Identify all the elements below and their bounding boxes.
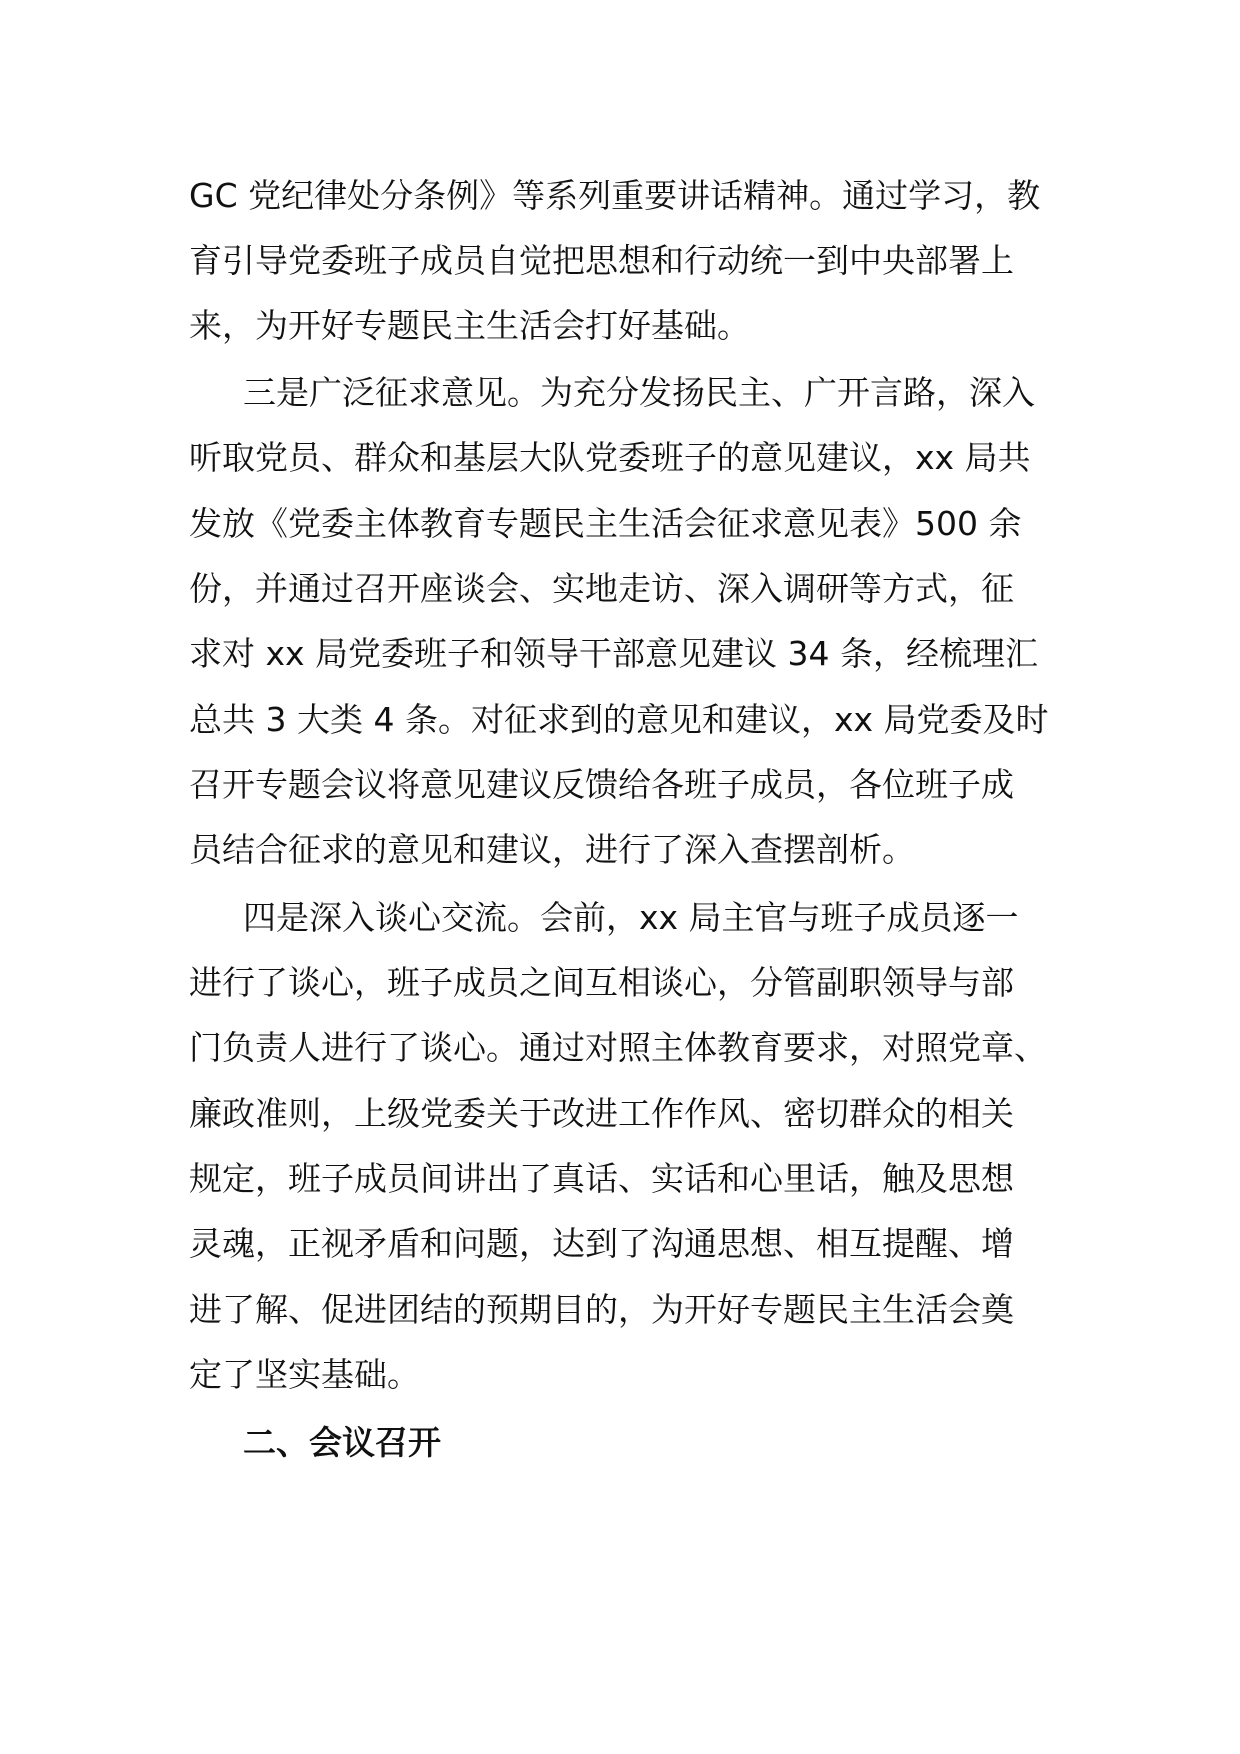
text-line: 定了坚实基础。 [189,1355,420,1394]
text-line: 份，并通过召开座谈会、实地走访、深入调研等方式，征 [189,569,1014,608]
text-line: 进了解、促进团结的预期目的，为开好专题民主生活会奠 [189,1290,1014,1329]
text-line: 召开专题会议将意见建议反馈给各班子成员，各位班子成 [189,765,1014,804]
section-heading: 二、会议召开 [243,1423,441,1462]
text-line: 来，为开好专题民主生活会打好基础。 [189,306,750,345]
text-line: 求对 xx 局党委班子和领导干部意见建议 34 条，经梳理汇 [189,634,1039,673]
paragraph-start-line: 四是深入谈心交流。会前，xx 局主官与班子成员逐一 [243,898,1019,937]
text-line: GC 党纪律处分条例》等系列重要讲话精神。通过学习，教 [189,176,1041,215]
paragraph-start-line: 三是广泛征求意见。为充分发扬民主、广开言路，深入 [243,373,1035,412]
text-line: 发放《党委主体教育专题民主生活会征求意见表》500 余 [189,504,1022,543]
text-line: 育引导党委班子成员自觉把思想和行动统一到中央部署上 [189,241,1014,280]
text-line: 总共 3 大类 4 条。对征求到的意见和建议，xx 局党委及时 [189,700,1049,739]
text-line: 规定，班子成员间讲出了真话、实话和心里话，触及思想 [189,1159,1014,1198]
text-line: 灵魂，正视矛盾和问题，达到了沟通思想、相互提醒、增 [189,1224,1014,1263]
text-line: 门负责人进行了谈心。通过对照主体教育要求，对照党章、 [189,1028,1047,1067]
text-line: 听取党员、群众和基层大队党委班子的意见建议，xx 局共 [189,438,1031,477]
text-line: 廉政准则，上级党委关于改进工作作风、密切群众的相关 [189,1094,1014,1133]
text-line: 员结合征求的意见和建议，进行了深入查摆剖析。 [189,830,915,869]
text-line: 进行了谈心，班子成员之间互相谈心，分管副职领导与部 [189,963,1014,1002]
